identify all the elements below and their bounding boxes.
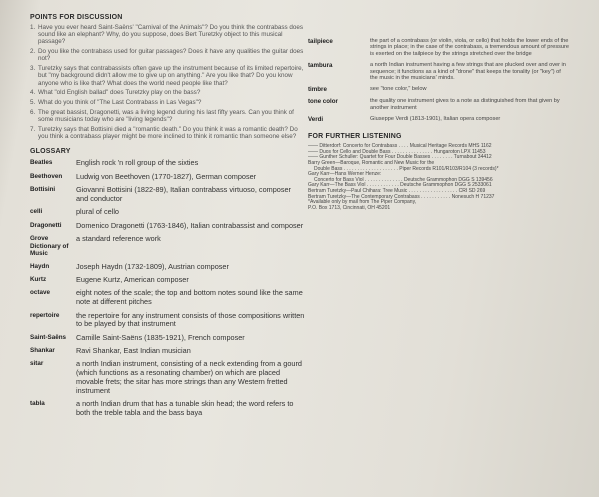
- glossary-term: celli: [30, 208, 43, 216]
- glossary-list-right: [308, 38, 570, 123]
- question-text: Turetzky says that contrabassists often gave up the instrument because of its limited repertoire, but "my background didn't allow me to give up on anything." Are you like that? Do you know anyone who is like that? What does the world need people like that?: [38, 65, 304, 87]
- listening-line: Concerto for Bass Viol . . . . . . . . . . . . . . Deutsche Grammophon DGG S 139456: [314, 176, 493, 183]
- glossary-entry: [30, 186, 305, 204]
- glossary-entry: [308, 98, 570, 111]
- listening-line: —— Ditterdorf: Concerto for Contrabass . . . . Musical Heritage Records MHS 1162: [308, 143, 492, 150]
- glossary-term: Beatles: [30, 159, 53, 167]
- glossary-definition: a standard reference work: [76, 234, 161, 244]
- question-text: What "old English ballad" does Turetzky play on the bass?: [38, 89, 201, 97]
- question-number: 5.: [30, 99, 36, 107]
- glossary-definition: the part of a contrabass (or violin, viola, or cello) that holds the lower ends of the strings in place; in the case of the contrabass, a tremendous amount of pressure is exerted on the tailpiece by the strings stretched over the bridge: [370, 38, 569, 57]
- glossary-definition: a north Indian drum that has a tunable skin head; the word refers to both the treble tabla and the bass baya: [76, 399, 294, 418]
- glossary-definition: plural of cello: [76, 207, 119, 217]
- glossary-definition: Ravi Shankar, East Indian musician: [76, 346, 191, 356]
- glossary-entry: [30, 276, 305, 285]
- glossary-term: tambura: [308, 62, 333, 70]
- question-item: [30, 99, 305, 106]
- glossary-definition: Giovanni Bottisini (1822-89), Italian contrabass virtuoso, composer and conductor: [76, 185, 291, 203]
- glossary-definition: Eugene Kurtz, American composer: [76, 274, 189, 284]
- glossary-definition: the repertoire for any instrument consists of those compositions written to be played by that instrument: [76, 310, 305, 329]
- question-text: Turetzky says that Bottisini died a "romantic death." Do you think it was a romantic death? Do you think a contrabass player might be more inclined to think it romantic than someone else?: [38, 126, 298, 141]
- glossary-entry: [30, 235, 305, 258]
- listening-heading: FOR FURTHER LISTENING: [308, 133, 402, 141]
- listening-line: —— Duos for Cello and Double Bass . . . . . . . . . . . . . . . Hungaroton LPX 11453: [308, 148, 486, 155]
- glossary-entry: [30, 334, 305, 343]
- glossary-term: Grove Dictionary of Music: [30, 235, 69, 258]
- glossary-definition: Ludwig von Beethoven (1770-1827), German composer: [76, 171, 257, 181]
- question-text: Have you ever heard Saint-Saëns' "Carnival of the Animals"? Do you think the contrabass does sound like an elephant? Why, do you suppose, does Bert Turetzky object to this musical passage?: [38, 24, 304, 46]
- glossary-definition: a north Indian instrument, consisting of a neck extending from a gourd (which functions as a resonating chamber) on which are placed movable frets; the sitar has more strings than any Western fretted instrument: [76, 359, 302, 395]
- question-number: 2.: [30, 48, 36, 56]
- listening-line: Bertram Turetzky—Paul Chihara: Tree Music . . . . . . . . . . . . . . . . . . CRI SD 269: [308, 188, 486, 194]
- listening-line: Bertram Turetzky—The Contemporary Contrabass . . . . . . . . . . . Nonesuch H 71237: [308, 193, 495, 200]
- glossary-term: Dragonetti: [30, 221, 62, 229]
- glossary-term: tailpiece: [308, 38, 333, 45]
- question-number: 1.: [30, 24, 36, 31]
- glossary-entry: [30, 347, 305, 356]
- glossary-term: sitar: [30, 360, 44, 368]
- glossary-term: timbre: [308, 86, 327, 94]
- glossary-term: Verdi: [308, 116, 324, 124]
- glossary-definition: eight notes of the scale; the top and bottom notes sound like the same note at different pitches: [76, 288, 303, 307]
- glossary-entry: [30, 159, 305, 168]
- glossary-definition: Giuseppe Verdi (1813-1901), Italian opera composer: [370, 116, 501, 123]
- glossary-term: repertoire: [30, 311, 60, 319]
- discussion-questions: [30, 24, 305, 140]
- right-column: [308, 38, 570, 211]
- glossary-term: Saint-Saëns: [30, 333, 67, 341]
- question-item: [30, 65, 305, 87]
- question-text: Do you like the contrabass used for guitar passages? Does it have any qualities the guitar does not?: [38, 48, 304, 63]
- listening-line: Barry Green—Baroque, Romantic and New Music for the: [308, 160, 435, 167]
- glossary-entry: [30, 208, 305, 217]
- listening-line: Gary Karr—The Bass Viol . . . . . . . . . . . . Deutsche Grammophon DGG S 2533061: [308, 182, 492, 189]
- question-number: 6.: [30, 109, 36, 116]
- discussion-heading: POINTS FOR DISCUSSION: [30, 14, 123, 21]
- glossary-definition: the quality one instrument gives to a note as distinguished from that given by another instrument: [370, 98, 560, 111]
- glossary-entry: [30, 289, 305, 307]
- glossary-term: Kurtz: [30, 275, 47, 283]
- glossary-term: Bottisini: [30, 186, 56, 194]
- question-item: [30, 126, 305, 140]
- listening-line: Gary Karr—Hans Werner Henze:: [308, 171, 382, 178]
- left-column: [30, 14, 305, 422]
- glossary-term: tone color: [308, 98, 338, 106]
- glossary-entry: [30, 263, 305, 272]
- question-item: [30, 109, 305, 123]
- glossary-definition: Domenico Dragonetti (1763-1846), Italian contrabassist and composer: [76, 220, 304, 230]
- glossary-entry: [30, 360, 305, 395]
- question-text: What do you think of "The Last Contrabass in Las Vegas"?: [38, 99, 202, 107]
- glossary-definition: see "tone color," below: [370, 86, 427, 93]
- glossary-term: Beethoven: [30, 172, 63, 180]
- glossary-entry: [30, 312, 305, 330]
- glossary-term: Haydn: [30, 262, 50, 270]
- glossary-entry: [308, 38, 570, 57]
- glossary-heading: GLOSSARY: [30, 148, 71, 156]
- glossary-entry: [308, 62, 570, 81]
- glossary-entry: [30, 173, 305, 182]
- question-item: [30, 24, 305, 46]
- question-number: 3.: [30, 65, 36, 73]
- glossary-definition: English rock 'n roll group of the sixties: [76, 158, 199, 168]
- glossary-definition: Camille Saint-Saëns (1835-1921), French composer: [76, 332, 245, 342]
- glossary-definition: Joseph Haydn (1732-1809), Austrian composer: [76, 261, 229, 271]
- listening-line: Double Bass . . . . . . . . . . . . . . . . . . . . Piper Records R101/R103/R104 (3 records)*: [314, 165, 499, 172]
- listening-line: —— Gunther Schuller: Quartet for Four Double Basses . . . . . . . . Turnabout 34412: [308, 154, 492, 161]
- question-text: The great bassist, Dragonetti, was a living legend during his last fifty years. Can you think of some musicians today who are "living legends"?: [38, 109, 294, 124]
- listening-line: P.O. Box 1713, Cincinnati, OH 45201: [308, 204, 391, 211]
- question-item: [30, 89, 305, 96]
- question-number: 4.: [30, 89, 36, 97]
- question-number: 7.: [30, 126, 36, 133]
- glossary-entry: [308, 86, 570, 93]
- glossary-entry: [308, 116, 570, 123]
- glossary-definition: a north Indian instrument having a few strings that are plucked over and over in sequence; it functions as a kind of "drone" that keeps the tonality (or "key") of the music in the musicians' minds.: [370, 62, 566, 82]
- listening-list: [308, 144, 570, 211]
- glossary-term: Shankar: [30, 347, 55, 355]
- glossary-entry: [30, 222, 305, 231]
- glossary-list-left: [30, 159, 305, 417]
- glossary-term: tabla: [30, 400, 45, 408]
- question-item: [30, 48, 305, 62]
- glossary-term: octave: [30, 289, 50, 297]
- listening-line: *Available only by mail from The Piper Company,: [308, 199, 417, 206]
- glossary-entry: [30, 400, 305, 418]
